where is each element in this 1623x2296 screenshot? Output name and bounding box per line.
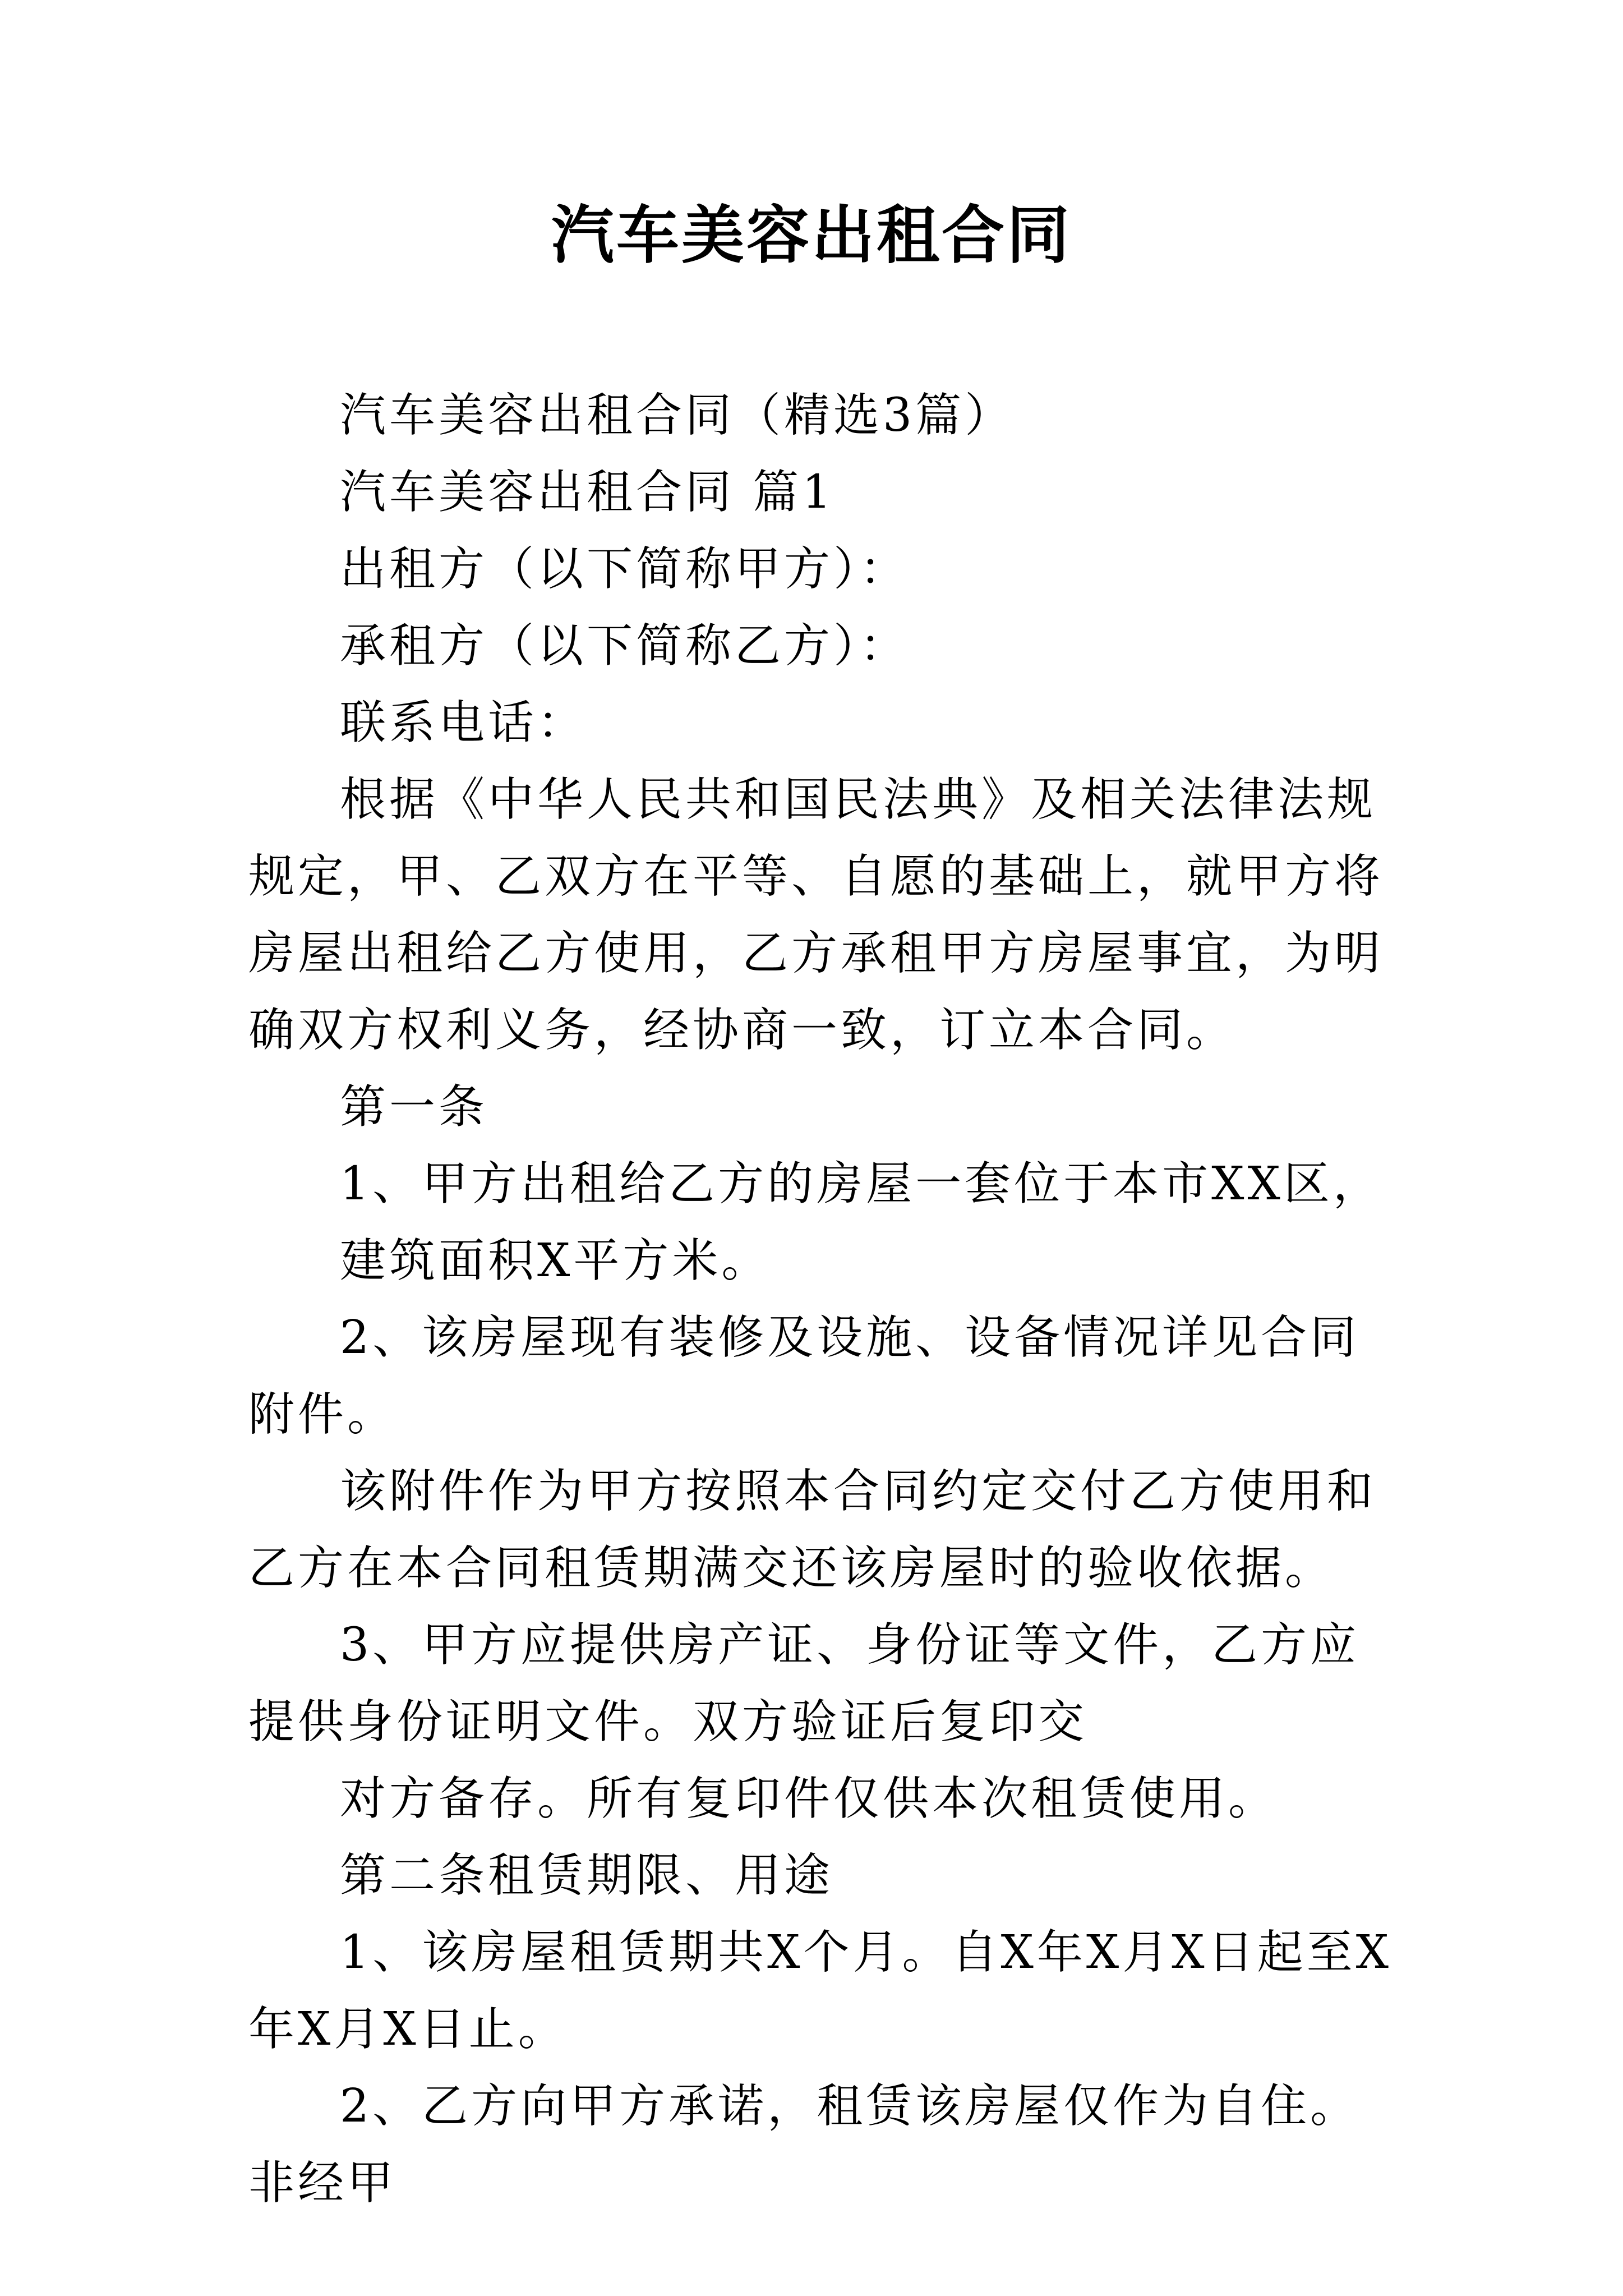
paragraph-lessee: 承租方（以下简称乙方）： (340, 619, 910, 673)
paragraph-clause: 对方备存。所有复印件仅供本次租赁使用。 (340, 1772, 1278, 1825)
paragraph-article-1: 第一条 (340, 1080, 488, 1134)
paragraph-clause: 建筑面积X平方米。 (340, 1234, 771, 1287)
paragraph-clause: 2、该房屋现有装修及设施、设备情况详见合同附件。 (248, 1311, 1360, 1441)
paragraph-section-heading: 汽车美容出租合同 篇1 (340, 466, 835, 519)
paragraph-preamble: 根据《中华人民共和国民法典》及相关法律法规规定，甲、乙双方在平等、自愿的基础上，就甲方将房屋出租给乙方使用，乙方承租甲方房屋事宜，为明确双方权利义务，经协商一致，订立本合同。 (248, 773, 1384, 1057)
document-body (248, 377, 1393, 2221)
paragraph-clause: 1、该房屋租赁期共X个月。自X年X月X日起至X年X月X日止。 (248, 1926, 1393, 2056)
paragraph-article-2: 第二条租赁期限、用途 (340, 1849, 834, 1902)
paragraph-phone: 联系电话： (340, 696, 587, 749)
paragraph-clause: 2、乙方向甲方承诺，租赁该房屋仅作为自住。非经甲 (248, 2079, 1360, 2210)
paragraph-clause: 1、甲方出租给乙方的房屋一套位于本市XX区， (340, 1157, 1382, 1211)
paragraph-clause: 3、甲方应提供房产证、身份证等文件，乙方应提供身份证明文件。双方验证后复印交 (248, 1618, 1360, 1749)
document-title: 汽车美容出租合同 (551, 199, 1072, 272)
paragraph-subtitle: 汽车美容出租合同（精选3篇） (340, 389, 1015, 442)
paragraph-lessor: 出租方（以下简称甲方）： (340, 542, 910, 596)
paragraph-clause: 该附件作为甲方按照本合同约定交付乙方使用和乙方在本合同租赁期满交还该房屋时的验收依据。 (248, 1465, 1377, 1595)
